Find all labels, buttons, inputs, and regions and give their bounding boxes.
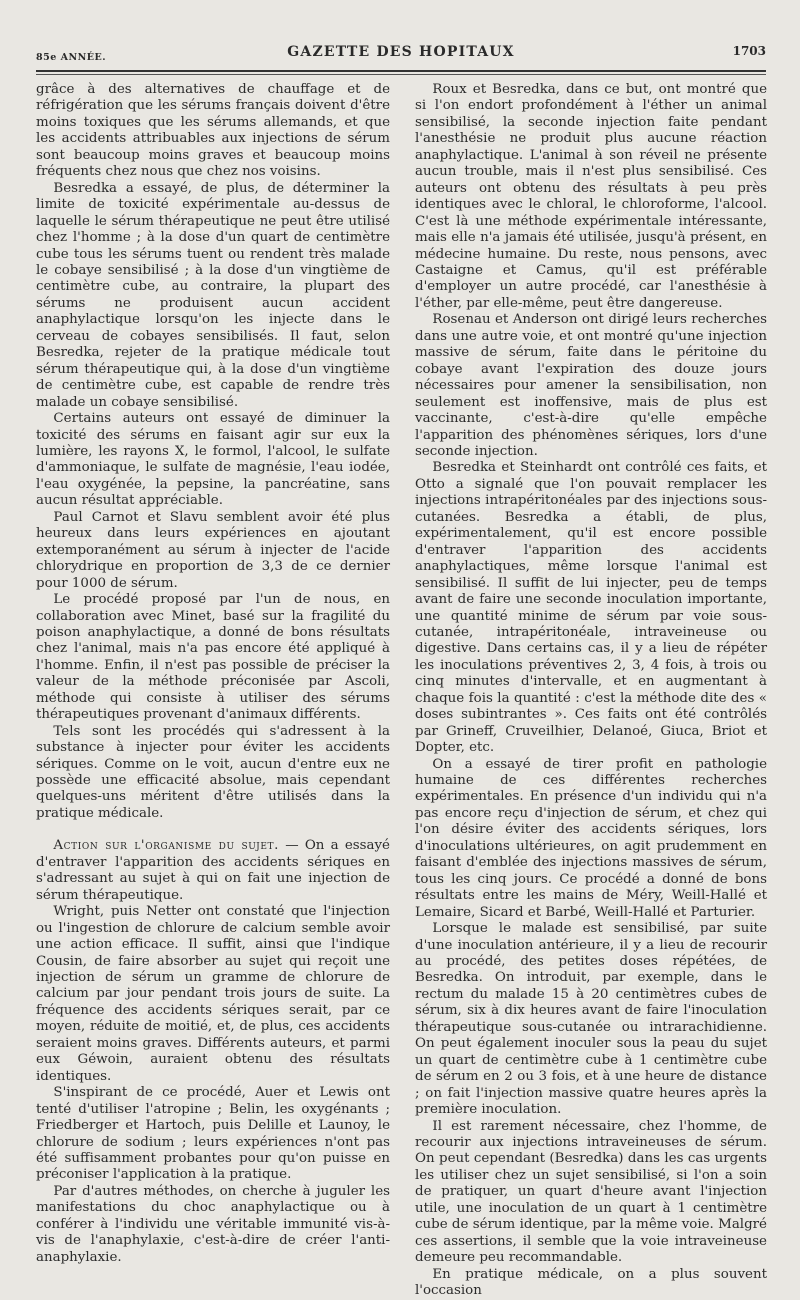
- left-column: [36, 82, 390, 1265]
- paragraph: Roux et Besredka, dans ce but, ont montré que si l'on endort profondément à l'éther un animal sensibilisé, la seconde injection faite pendant l'anesthésie ne produit plus aucune réaction anaphylactique. L'animal à son réveil ne présente aucun trouble, mais il n'est plus sensibilisé. Ces auteurs ont obtenu des résultats à peu près identiques avec le chloral, le chloroforme, l'alcool. C'est là une méthode expérimentale intéressante, mais elle n'a jamais été utilisée, jusqu'à présent, en médecine humaine. Du reste, nous pensons, avec Castaigne et Camus, qu'il est préférable d'employer un autre procédé, car l'anesthésie à l'éther, par elle-même, peut être dangereuse.: [415, 82, 767, 311]
- paragraph: Lorsque le malade est sensibilisé, par suite d'une inoculation antérieure, il y a lieu de recourir au procédé, des petites doses répétées, de Besredka. On introduit, par exemple, dans le rectum du malade 15 à 20 centimètres cubes de sérum, six à dix heures avant de faire l'inoculation thérapeutique sous-cutanée ou intrarachidienne. On peut également inoculer sous la peau du sujet un quart de centimètre cube à 1 centimètre cube de sérum en 2 ou 3 fois, et à une heure de distance ; on fait l'injection massive quatre heures après la première inoculation.: [415, 921, 767, 1118]
- header-rule-thin: [36, 74, 766, 75]
- edition-label: 85e ANNÉE.: [36, 52, 107, 63]
- paragraph: Par d'autres méthodes, on cherche à juguler les manifestations du choc anaphylactique ou à conférer à l'individu une véritable immunité vis-à-vis de l'anaphylaxie, c'est-à-dire de créer l'anti-anaphylaxie.: [36, 1183, 390, 1265]
- paragraph: Paul Carnot et Slavu semblent avoir été plus heureux dans leurs expériences en ajoutant extemporanément au sérum à injecter de l'acide chlorydrique en proportion de 3,3 de ce dernier pour 1000 de sérum.: [36, 509, 390, 591]
- paragraph: Wright, puis Netter ont constaté que l'injection ou l'ingestion de chlorure de calcium semble avoir une action efficace. Il suffit, ainsi que l'indique Cousin, de faire absorber au sujet qui reçoit une injection de sérum un gramme de chlorure de calcium par jour pendant trois jours de suite. La fréquence des accidents sériques serait, par ce moyen, réduite de moitié, et, de plus, ces accidents seraient moins graves. Différents auteurs, et parmi eux Géwoin, auraient obtenu des résultats identiques.: [36, 904, 390, 1084]
- paragraph: Besredka et Steinhardt ont contrôlé ces faits, et Otto a signalé que l'on pouvait remplacer les injections intrapéritonéales par des injections sous-cutanées. Besredka a établi, de plus, expérimentalement, qu'il est encore possible d'entraver l'apparition des accidents anaphylactiques, même lorsque l'animal est sensibilisé. Il suffit de lui injecter, peu de temps avant de faire une seconde inoculation importante, une quantité minime de sérum par voie sous-cutanée, intrapéritonéale, intraveineuse ou digestive. Dans certains cas, il y a lieu de répéter les inoculations préventives 2, 3, 4 fois, à trois ou cinq minutes d'intervalle, et en augmentant à chaque fois la quantité : c'est la méthode dite des « doses subintrantes ». Ces faits ont été contrôlés par Grineff, Cruveilhier, Delanoé, Giuca, Briot et Dopter, etc.: [415, 460, 767, 756]
- section-text: — On a essayé d'entraver l'apparition des accidents sériques en s'adressant au sujet à qui on fait une injection de sérum thérapeutique.: [36, 838, 390, 903]
- newspaper-title: GAZETTE DES HOPITAUX: [287, 44, 515, 60]
- header-rule-thick: [36, 70, 766, 72]
- paragraph: Le procédé proposé par l'un de nous, en collaboration avec Minet, basé sur la fragilité du poison anaphylactique, a donné de bons résultats chez l'animal, mais n'a pas encore été appliqué à l'homme. Enfin, il n'est pas possible de préciser la valeur de la méthode préconisée par Ascoli, méthode qui consiste à utiliser des sérums thérapeutiques provenant d'animaux différents.: [36, 592, 390, 723]
- paragraph: Rosenau et Anderson ont dirigé leurs recherches dans une autre voie, et ont montré qu'une injection massive de sérum, faite dans le péritoine du cobaye avant l'expiration des douze jours nécessaires pour amener la sensibilisation, non seulement est inoffensive, mais de plus est vaccinante, c'est-à-dire qu'elle empêche l'apparition des phénomènes sériques, lors d'une seconde injection.: [415, 312, 767, 459]
- paragraph: Certains auteurs ont essayé de diminuer la toxicité des sérums en faisant agir sur eux la lumière, les rayons X, le formol, l'alcool, le sulfate d'ammoniaque, le sulfate de magnésie, l'eau iodée, l'eau oxygénée, la pepsine, la pancréatine, sans aucun résultat appréciable.: [36, 411, 390, 509]
- paragraph: Il est rarement nécessaire, chez l'homme, de recourir aux injections intraveineuses de sérum. On peut cependant (Besredka) dans les cas urgents les utiliser chez un sujet sensibilisé, si l'on a soin de pratiquer, un quart d'heure avant l'injection utile, une inoculation de un quart à 1 centimètre cube de sérum identique, par la même voie. Malgré ces assertions, il semble que la voie intraveineuse demeure peu recommandable.: [415, 1118, 767, 1266]
- paragraph: On a essayé de tirer profit en pathologie humaine de ces différentes recherches expérimentales. En présence d'un individu qui n'a pas encore reçu d'injection de sérum, et chez qui l'on désire éviter des accidents sériques, lors d'inoculations ultérieures, on agit prudemment en faisant d'emblée des injections massives de sérum, tous les cinq jours. Ce procédé a donné de bons résultats entre les mains de Méry, Weill-Hallé et Lemaire, Sicard et Barbé, Weill-Hallé et Parturier.: [415, 756, 767, 920]
- page-header: [36, 44, 766, 70]
- paragraph: Tels sont les procédés qui s'adressent à la substance à injecter pour éviter les accidents sériques. Comme on le voit, aucun d'entre eux ne possède une efficacité absolue, mais cependant quelques-uns méritent d'être utilisés dans la pratique médicale.: [36, 723, 390, 821]
- right-column: [415, 82, 767, 1299]
- paragraph: Besredka a essayé, de plus, de déterminer la limite de toxicité expérimentale au-dessus de laquelle le sérum thérapeutique ne peut être utilisé chez l'homme ; à la dose d'un quart de centimètre cube tous les sérums tuent ou rendent très malade le cobaye sensibilisé ; à la dose d'un vingtième de centimètre cube, au contraire, la plupart des sérums ne produisent aucun accident anaphylactique lorsqu'on les injecte dans le cerveau de cobayes sensibilisés. Il faut, selon Besredka, rejeter de la pratique médicale tout sérum thérapeutique qui, à la dose d'un vingtième de centimètre cube, est capable de rendre très malade un cobaye sensibilisé.: [36, 180, 390, 410]
- paragraph: grâce à des alternatives de chauffage et de réfrigération que les sérums français doivent d'être moins toxiques que les sérums allemands, et que les accidents attribuables aux injections de sérum sont beaucoup moins graves et beaucoup moins fréquents chez nous que chez nos voisins.: [36, 82, 390, 180]
- paragraph: En pratique médicale, on a plus souvent l'occasion: [415, 1266, 767, 1299]
- section-paragraph: [36, 838, 390, 904]
- paragraph: S'inspirant de ce procédé, Auer et Lewis ont tenté d'utiliser l'atropine ; Belin, les oxygénants ; Friedberger et Hartoch, puis Delille et Launoy, le chlorure de sodium ; leurs expériences n'ont pas été suffisamment probantes pour qu'on puisse en préconiser l'application à la pratique.: [36, 1085, 390, 1183]
- page-number: 1703: [732, 44, 766, 58]
- section-heading: Action sur l'organisme du sujet.: [53, 838, 279, 854]
